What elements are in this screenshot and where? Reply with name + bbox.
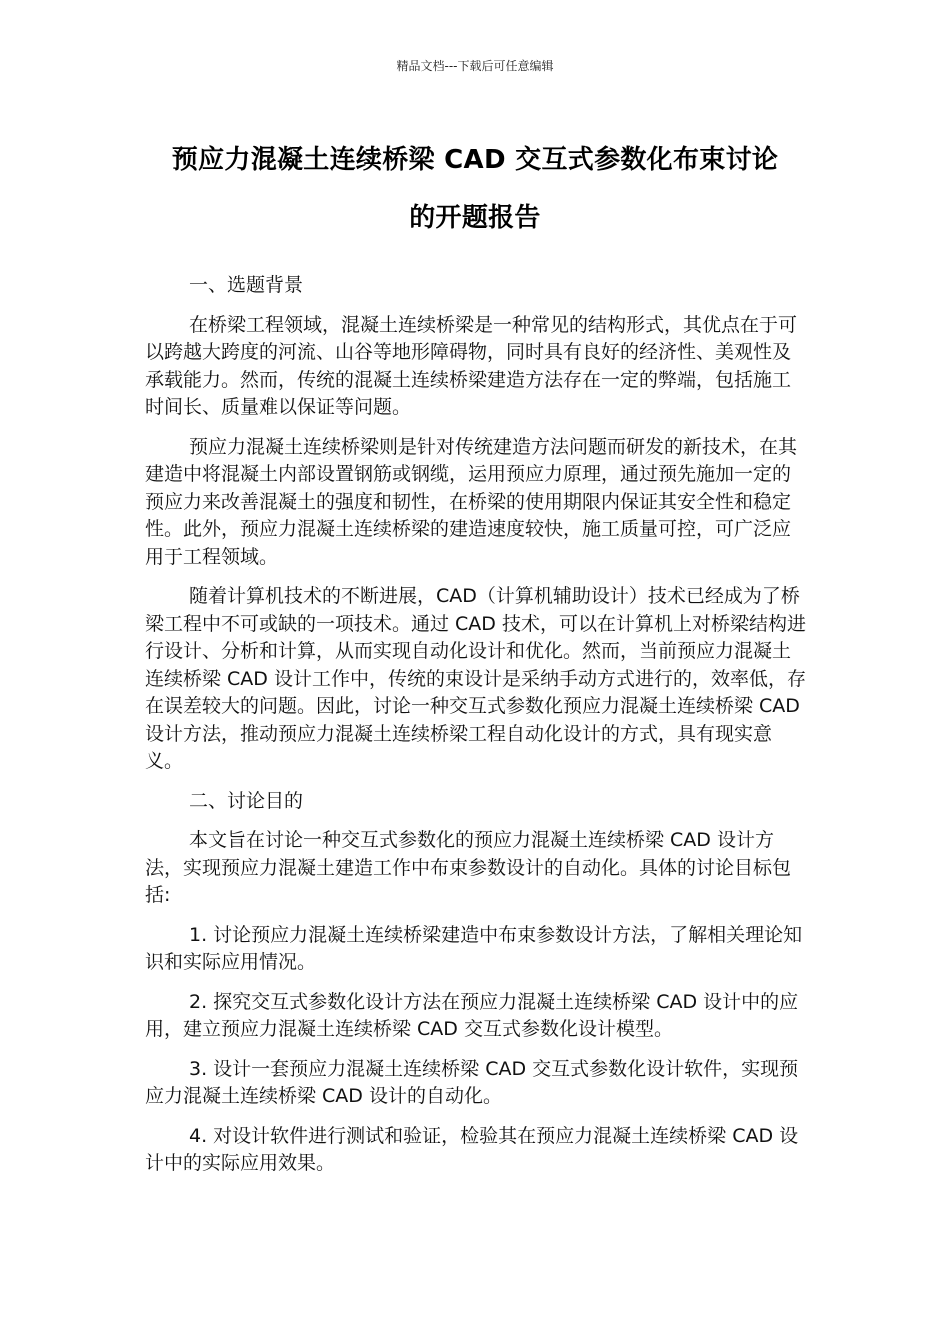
document-title — [120, 131, 830, 247]
document-body — [145, 272, 807, 1190]
list-item: 4. 对设计软件进行测试和验证，检验其在预应力混凝土连续桥梁 CAD 设计中的实际应用效果。 — [145, 1124, 799, 1174]
list-item: 2. 探究交互式参数化设计方法在预应力混凝土连续桥梁 CAD 设计中的应用，建立预应力混凝土连续桥梁 CAD 交互式参数化设计模型。 — [145, 990, 799, 1040]
paragraph: 本文旨在讨论一种交互式参数化的预应力混凝土连续桥梁 CAD 设计方法，实现预应力混凝土建造工作中布束参数设计的自动化。具体的讨论目标包括: — [145, 829, 792, 906]
header-note: 精品文档---下载后可任意编辑 — [396, 59, 554, 73]
paragraph: 预应力混凝土连续桥梁则是针对传统建造方法问题而研发的新技术，在其建造中将混凝土内部设置钢筋或钢缆，运用预应力原理，通过预先施加一定的预应力来改善混凝土的强度和韧性，在桥梁的使用期限内保证其安全性和稳定性。此外，预应力混凝土连续桥梁的建造速度较快，施工质量可控，可广泛应用于工程领域。 — [145, 435, 798, 568]
paragraph: 随着计算机技术的不断进展，CAD（计算机辅助设计）技术已经成为了桥梁工程中不可或缺的一项技术。通过 CAD 技术，可以在计算机上对桥梁结构进行设计、分析和计算，从而实现自动化设计和优化。然而，当前预应力混凝土连续桥梁 CAD 设计工作中，传统的束设计是采纳手动方式进行的，效率低，存在误差较大的问题。因此，讨论一种交互式参数化预应力混凝土连续桥梁 CAD 设计方法，推动预应力混凝土连续桥梁工程自动化设计的方式，具有现实意义。 — [145, 585, 806, 772]
section-heading-purpose: 二、讨论目的 — [189, 789, 304, 812]
list-item: 1. 讨论预应力混凝土连续桥梁建造中布束参数设计方法，了解相关理论知识和实际应用情况。 — [145, 923, 803, 973]
paragraph: 在桥梁工程领域，混凝土连续桥梁是一种常见的结构形式，其优点在于可以跨越大跨度的河流、山谷等地形障碍物，同时具有良好的经济性、美观性及承载能力。然而，传统的混凝土连续桥梁建造方法存在一定的弊端，包括施工时间长、质量难以保证等问题。 — [145, 313, 798, 418]
title-line-2: 的开题报告 — [409, 203, 541, 233]
list-item: 3. 设计一套预应力混凝土连续桥梁 CAD 交互式参数化设计软件，实现预应力混凝土连续桥梁 CAD 设计的自动化。 — [145, 1057, 799, 1107]
section-heading-background: 一、选题背景 — [189, 274, 304, 296]
title-line-1: 预应力混凝土连续桥梁 CAD 交互式参数化布束讨论 — [171, 145, 779, 175]
